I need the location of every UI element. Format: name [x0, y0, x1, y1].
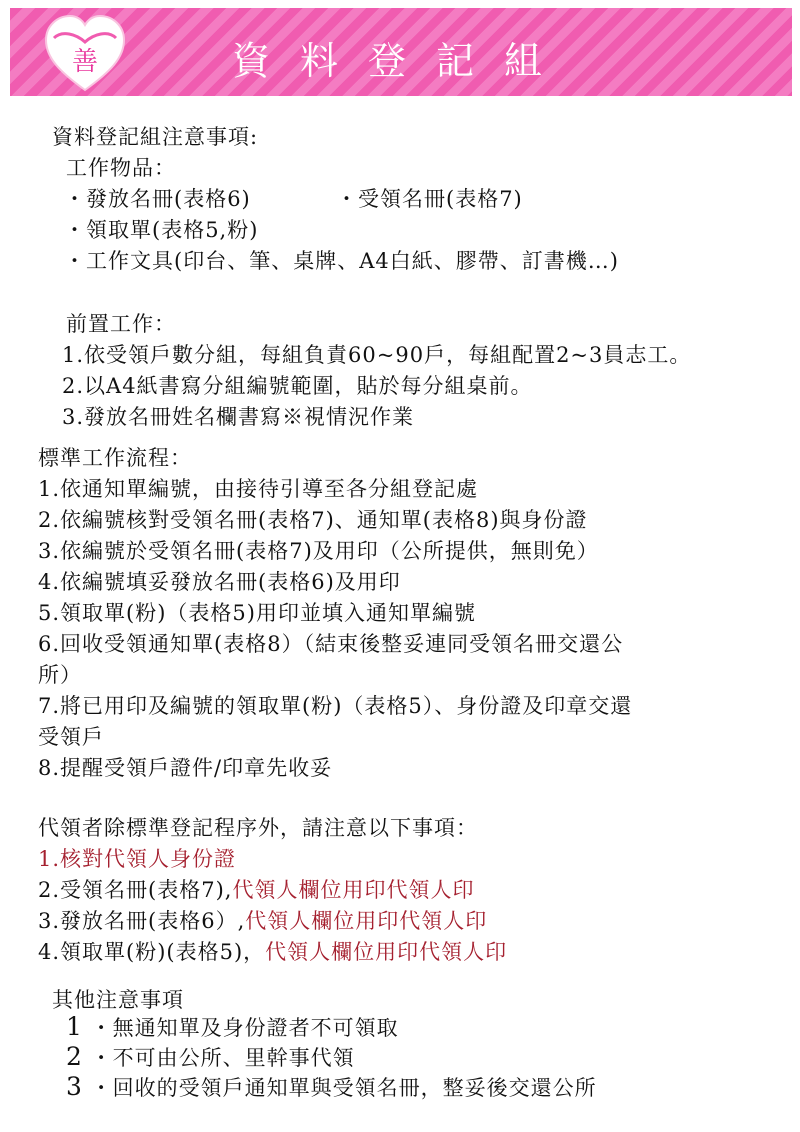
item-line: ・工作文具(印台、筆、桌牌、A4白紙、膠帶、訂書機…) — [64, 249, 619, 273]
standard-line: 2.依編號核對受領名冊(表格7)、通知單(表格8)與身份證 — [38, 508, 588, 532]
proxy-line-2 — [38, 876, 474, 904]
other-text: ・回收的受領戶通知單與受領名冊，整妥後交還公所 — [90, 1076, 597, 1100]
proxy-line-4-label: 4.領取單(粉)(表格5)， — [38, 940, 266, 964]
prep-heading: 前置工作： — [66, 312, 176, 336]
standard-line: 所） — [38, 663, 82, 687]
other-number: 3 — [66, 1072, 83, 1101]
proxy-line-3 — [38, 907, 487, 935]
other-line-3 — [66, 1073, 597, 1102]
other-number: 2 — [66, 1042, 83, 1071]
prep-line: 1.依受領戶數分組，每組負責60~90戶，每組配置2~3員志工。 — [62, 343, 692, 367]
proxy-line-1: 1.核對代領人身份證 — [38, 847, 237, 871]
standard-heading: 標準工作流程： — [38, 446, 192, 470]
prep-line: 2.以A4紙書寫分組編號範圍，貼於每分組桌前。 — [62, 374, 533, 398]
standard-line: 1.依通知單編號，由接待引導至各分組登記處 — [38, 477, 479, 501]
other-line-1 — [66, 1013, 399, 1042]
standard-line: 受領戶 — [38, 725, 104, 749]
proxy-line-4 — [38, 938, 507, 966]
items-heading: 工作物品： — [66, 156, 176, 180]
other-number: 1 — [66, 1012, 83, 1041]
proxy-line-2-label: 2.受領名冊(表格7), — [38, 878, 233, 902]
standard-line: 5.領取單(粉)（表格5)用印並填入通知單編號 — [38, 601, 476, 625]
item-line: ・發放名冊(表格6) — [64, 187, 251, 211]
proxy-line-3-label: 3.發放名冊(表格6）, — [38, 909, 246, 933]
item-line: ・受領名冊(表格7) — [336, 187, 523, 211]
logo-character: 善 — [71, 47, 99, 77]
other-text: ・不可由公所、里幹事代領 — [90, 1046, 355, 1070]
other-heading: 其他注意事項 — [52, 988, 184, 1012]
heart-logo-icon — [40, 8, 130, 98]
notes-heading: 資料登記組注意事項: — [52, 125, 259, 149]
standard-line: 7.將已用印及編號的領取單(粉)（表格5）、身份證及印章交還 — [38, 694, 633, 718]
prep-line: 3.發放名冊姓名欄書寫※視情況作業 — [62, 405, 415, 429]
header-banner — [10, 8, 792, 96]
standard-line: 4.依編號填妥發放名冊(表格6)及用印 — [38, 570, 401, 594]
item-line: ・領取單(表格5,粉) — [64, 218, 259, 242]
proxy-line-3-note: 代領人欄位用印代領人印 — [245, 909, 488, 933]
page-title: 資料登記組 — [232, 39, 573, 83]
proxy-line-4-note: 代領人欄位用印代領人印 — [265, 940, 508, 964]
standard-line: 6.回收受領通知單(表格8）（結束後整妥連同受領名冊交還公 — [38, 632, 624, 656]
proxy-heading: 代領者除標準登記程序外，請注意以下事項： — [38, 816, 478, 840]
other-line-2 — [66, 1043, 355, 1072]
standard-line: 3.依編號於受領名冊(表格7)及用印（公所提供，無則免） — [38, 539, 599, 563]
standard-line: 8.提醒受領戶證件/印章先收妥 — [38, 756, 333, 780]
other-text: ・無通知單及身份證者不可領取 — [90, 1016, 399, 1040]
proxy-line-2-note: 代領人欄位用印代領人印 — [232, 878, 475, 902]
